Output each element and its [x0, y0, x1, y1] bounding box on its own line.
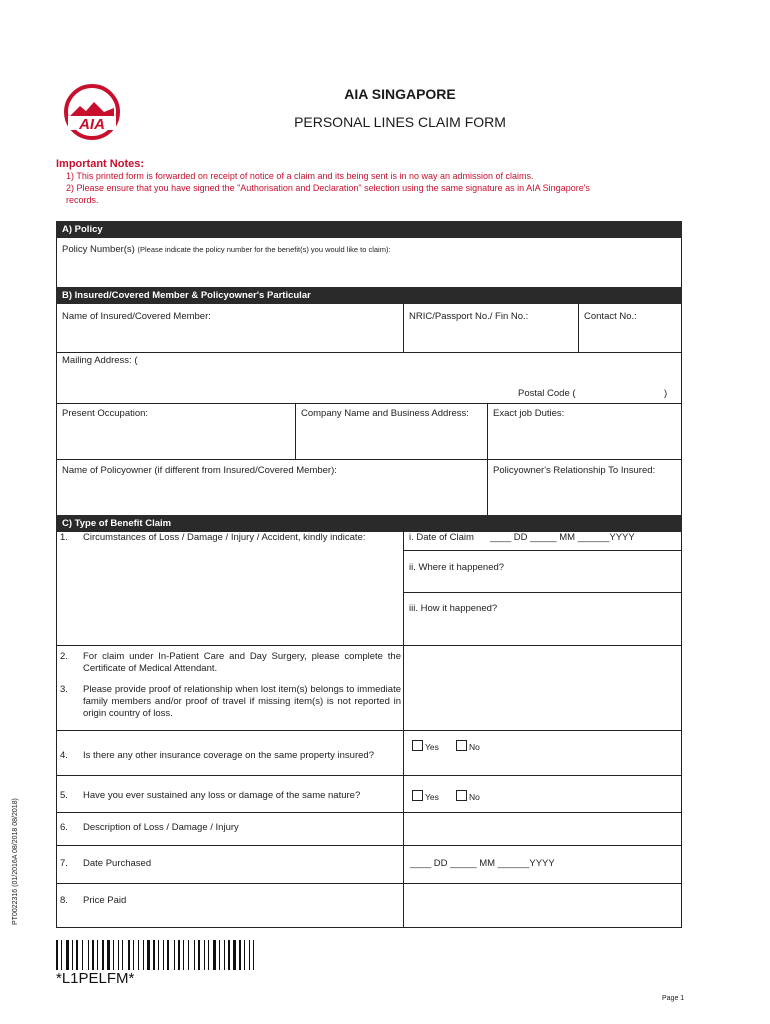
where-happened-label: ii. Where it happened?	[409, 562, 505, 573]
page-number: Page 1	[662, 995, 685, 1002]
q5-no-checkbox[interactable]: No	[456, 790, 480, 802]
company-address-label: Company Name and Business Address:	[301, 408, 469, 419]
q7-number: 7.	[60, 858, 68, 869]
q2-text: For claim under In-Patient Care and Day Surgery, please complete the Certificate of Medical Attendant.	[83, 651, 401, 674]
barcode-text: *L1PELFM*	[56, 970, 135, 987]
notes-heading: Important Notes:	[56, 158, 144, 170]
postal-code-close: )	[664, 388, 668, 399]
q7-text: Date Purchased	[83, 858, 152, 869]
nric-label: NRIC/Passport No./ Fin No.:	[409, 311, 529, 322]
q1-text: Circumstances of Loss / Damage / Injury / Accident, kindly indicate:	[83, 532, 366, 543]
q2-number: 2.	[60, 651, 68, 662]
q6-text: Description of Loss / Damage / Injury	[83, 822, 239, 833]
q5-text: Have you ever sustained any loss or damage of the same nature?	[83, 790, 361, 801]
policyowner-name-label: Name of Policyowner (if different from Insured/Covered Member):	[62, 465, 337, 476]
q3-number: 3.	[60, 684, 68, 695]
occupation-label: Present Occupation:	[62, 408, 149, 419]
form-code: PT0022316 (01/2016A 08/2018 08/2018)	[12, 798, 19, 925]
policy-number-input[interactable]	[60, 258, 676, 282]
section-a-header: A) Policy	[56, 221, 682, 238]
contact-label: Contact No.:	[584, 311, 637, 322]
relationship-label: Policyowner's Relationship To Insured:	[493, 465, 656, 476]
barcode	[56, 940, 316, 970]
q1-number: 1.	[60, 532, 68, 543]
q4-no-checkbox[interactable]: No	[456, 740, 480, 752]
company-name: AIA SINGAPORE	[344, 86, 456, 102]
date-of-claim-label: i. Date of Claim	[409, 532, 474, 543]
q4-yes-checkbox[interactable]: Yes	[412, 740, 439, 752]
q4-text: Is there any other insurance coverage on the same property insured?	[83, 750, 374, 761]
job-duties-label: Exact job Duties:	[493, 408, 565, 419]
q6-number: 6.	[60, 822, 68, 833]
date-of-claim-input[interactable]: ____ DD _____ MM ______YYYY	[490, 532, 635, 543]
q8-number: 8.	[60, 895, 68, 906]
q5-number: 5.	[60, 790, 68, 801]
q3-text: Please provide proof of relationship when lost item(s) belongs to immediate family members and/or proof of travel if missing item(s) is not reported in origin country of loss.	[83, 684, 401, 719]
svg-text:AIA: AIA	[79, 116, 105, 133]
section-b-header: B) Insured/Covered Member & Policyowner's Particular	[56, 287, 682, 304]
how-happened-label: iii. How it happened?	[409, 603, 498, 614]
date-purchased-input[interactable]: ____ DD _____ MM ______YYYY	[410, 858, 555, 869]
q8-text: Price Paid	[83, 895, 127, 906]
note-item: 2) Please ensure that you have signed the "Authorisation and Declaration" selection using the same signature as in AIA Singapore's	[66, 183, 590, 193]
mailing-address-label: Mailing Address: (	[62, 355, 138, 366]
section-c-header: C) Type of Benefit Claim	[56, 515, 682, 532]
note-item: records.	[66, 195, 99, 205]
policy-number-label: Policy Number(s) (Please indicate the policy number for the benefit(s) you would like to claim):	[62, 244, 391, 255]
q4-number: 4.	[60, 750, 68, 761]
q5-yes-checkbox[interactable]: Yes	[412, 790, 439, 802]
note-item: 1) This printed form is forwarded on receipt of notice of a claim and its being sent is in no way an admission of claims.	[66, 171, 534, 181]
form-title: PERSONAL LINES CLAIM FORM	[294, 114, 506, 130]
insured-name-label: Name of Insured/Covered Member:	[62, 311, 211, 322]
postal-code-label: Postal Code (	[518, 388, 576, 399]
